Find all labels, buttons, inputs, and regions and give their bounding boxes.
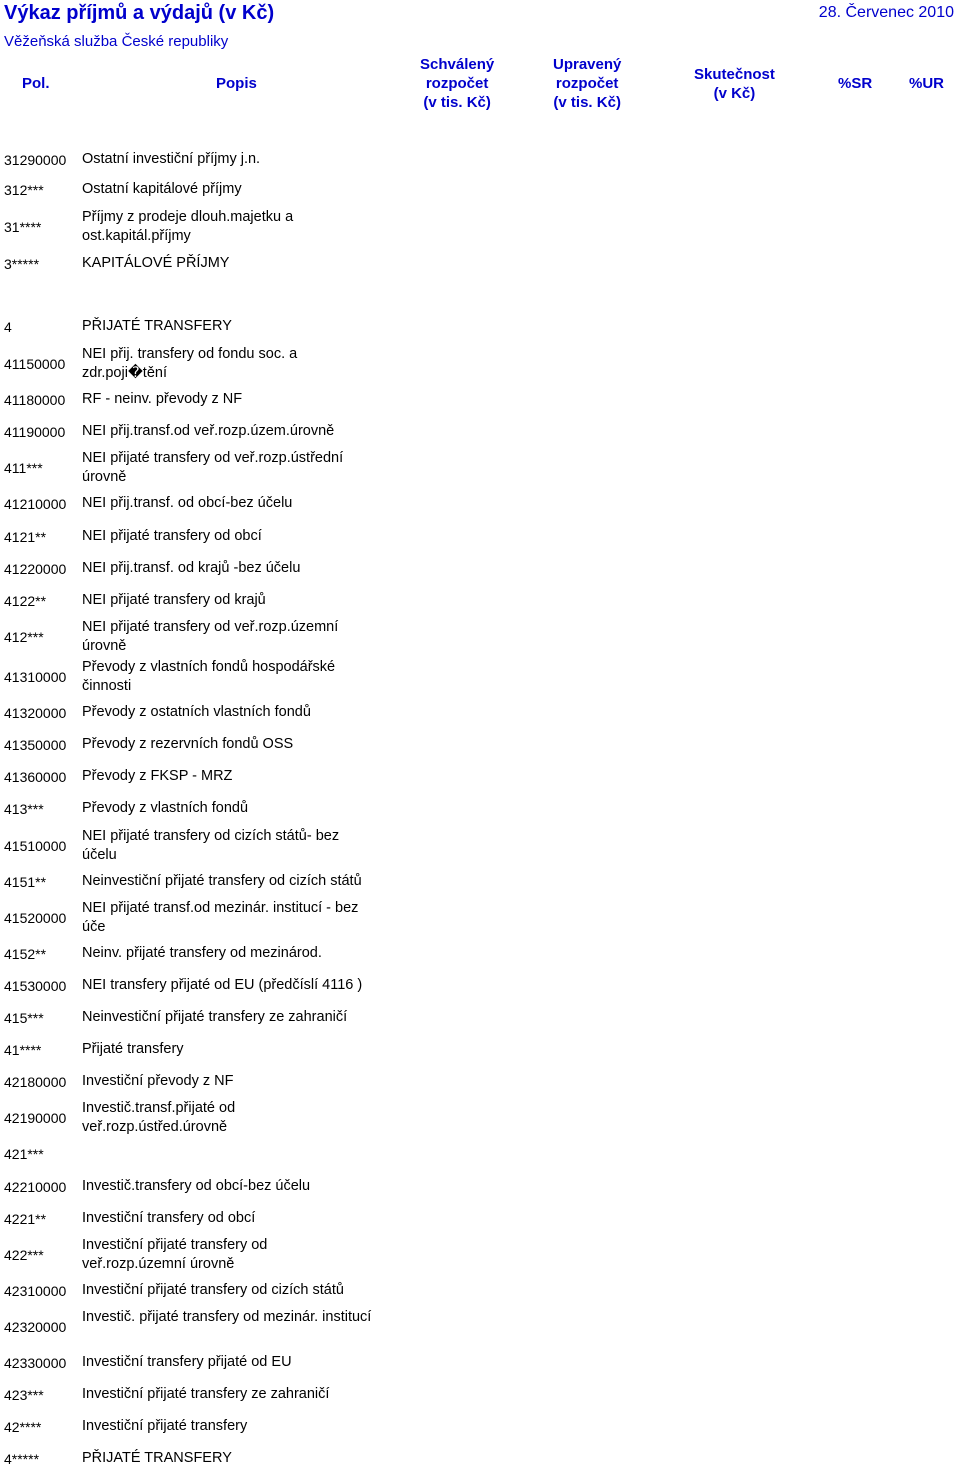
row-code: 423*** (4, 1387, 44, 1403)
row-description: NEI přijaté transf.od mezinár. institucí - bez úče (82, 900, 359, 935)
row-code: 3***** (4, 256, 40, 272)
row-description: NEI přij.transf.od veř.rozp.územ.úrovně (82, 423, 335, 439)
column-header-schvaleny: Schválený rozpočet (v tis. Kč) (420, 56, 495, 111)
column-header-pol: Pol. (22, 75, 50, 92)
row-description: Ostatní kapitálové příjmy (82, 181, 242, 197)
row-description: Investiční přijaté transfery od cizích států (82, 1282, 344, 1298)
row-description: RF - neinv. převody z NF (82, 391, 243, 407)
row-code: 4221** (4, 1211, 47, 1227)
organization-name: Věžeňská služba České republiky (4, 33, 229, 50)
row-code: 422*** (4, 1247, 44, 1263)
row-code: 41350000 (4, 737, 67, 753)
row-description: Příjmy z prodeje dlouh.majetku a ost.kapitál.příjmy (82, 209, 294, 244)
row-description: Investiční přijaté transfery od veř.rozp.územní úrovně (82, 1237, 268, 1272)
row-code: 411*** (4, 460, 43, 476)
row-description: Převody z FKSP - MRZ (82, 768, 233, 784)
column-header-skutecnost: Skutečnost (v Kč) (694, 66, 775, 102)
row-description: Převody z vlastních fondů hospodářské činnosti (82, 659, 336, 694)
row-description: Investiční přijaté transfery (82, 1418, 248, 1434)
row-code: 421*** (4, 1146, 44, 1162)
row-code: 41520000 (4, 910, 67, 926)
row-description: NEI přijaté transfery od veř.rozp.ústřední úrovně (82, 450, 344, 485)
row-description: Neinvestiční přijaté transfery od cizích států (82, 873, 362, 889)
row-code: 415*** (4, 1010, 44, 1026)
row-description: NEI přij.transf. od obcí-bez účelu (82, 495, 293, 511)
row-code: 41220000 (4, 561, 67, 577)
row-description: PŘIJATÉ TRANSFERY (82, 1450, 232, 1466)
row-code: 413*** (4, 801, 44, 817)
column-header-ur: %UR (909, 75, 945, 92)
row-description: Neinvestiční přijaté transfery ze zahraničí (82, 1009, 348, 1025)
row-code: 41190000 (4, 424, 66, 440)
column-header-upraveny: Upravený rozpočet (v tis. Kč) (553, 56, 622, 111)
report-date: 28. Červenec 2010 (818, 4, 954, 21)
row-code: 41310000 (4, 669, 67, 685)
row-code: 41210000 (4, 496, 67, 512)
row-code: 42330000 (4, 1355, 67, 1371)
row-code: 4122** (4, 593, 47, 609)
row-code: 312*** (4, 182, 44, 198)
row-description: NEI přijaté transfery od cizích států- bez účelu (82, 828, 340, 863)
row-code: 4***** (4, 1451, 40, 1467)
row-description: NEI přijaté transfery od krajů (82, 592, 266, 608)
row-code: 42310000 (4, 1283, 67, 1299)
row-code: 42210000 (4, 1179, 67, 1195)
row-code: 31290000 (4, 152, 67, 168)
row-description: Převody z rezervních fondů OSS (82, 736, 294, 752)
row-code: 412*** (4, 629, 44, 645)
row-description: Investiční transfery od obcí (82, 1210, 256, 1226)
row-code: 42**** (4, 1419, 42, 1435)
row-code: 4121** (4, 529, 47, 545)
row-code: 41180000 (4, 392, 66, 408)
row-code: 41**** (4, 1042, 42, 1058)
row-code: 42180000 (4, 1074, 67, 1090)
row-description: Investiční přijaté transfery ze zahraničí (82, 1386, 330, 1402)
row-description: Investiční transfery přijaté od EU (82, 1354, 292, 1370)
row-code: 4151** (4, 874, 47, 890)
row-description: Převody z vlastních fondů (82, 800, 249, 816)
row-description: NEI přij.transf. od krajů -bez účelu (82, 560, 301, 576)
row-description: Investiční převody z NF (82, 1073, 234, 1089)
row-description: KAPITÁLOVÉ PŘÍJMY (82, 255, 230, 271)
column-header-popis: Popis (216, 75, 257, 92)
row-code: 41510000 (4, 838, 67, 854)
row-description: Převody z ostatních vlastních fondů (82, 704, 311, 720)
row-description: NEI přijaté transfery od obcí (82, 528, 262, 544)
row-description: Neinv. přijaté transfery od mezinárod. (82, 945, 322, 961)
row-code: 41150000 (4, 356, 66, 372)
row-description: Investič. přijaté transfery od mezinár. institucí (82, 1309, 372, 1325)
row-description: NEI přij. transfery od fondu soc. a zdr.poji�tění (82, 346, 298, 381)
row-description: Přijaté transfery (82, 1041, 184, 1057)
report-header (0, 0, 960, 118)
row-description: Ostatní investiční příjmy j.n. (82, 151, 261, 167)
row-code: 4152** (4, 946, 47, 962)
row-description: Investič.transf.přijaté od veř.rozp.ústřed.úrovně (82, 1100, 236, 1135)
row-code: 41360000 (4, 769, 67, 785)
row-code: 42190000 (4, 1110, 67, 1126)
row-description: Investič.transfery od obcí-bez účelu (82, 1178, 311, 1194)
row-code: 41530000 (4, 978, 67, 994)
row-code: 31**** (4, 219, 42, 235)
row-code: 42320000 (4, 1319, 67, 1335)
row-description: PŘIJATÉ TRANSFERY (82, 318, 232, 334)
row-description: NEI přijaté transfery od veř.rozp.územní úrovně (82, 619, 339, 654)
column-header-sr: %SR (838, 75, 873, 92)
row-code: 41320000 (4, 705, 67, 721)
row-description: NEI transfery přijaté od EU (předčíslí 4116 ) (82, 977, 363, 993)
page-title: Výkaz příjmů a výdajů (v Kč) (4, 2, 275, 24)
row-code: 4 (4, 319, 12, 335)
